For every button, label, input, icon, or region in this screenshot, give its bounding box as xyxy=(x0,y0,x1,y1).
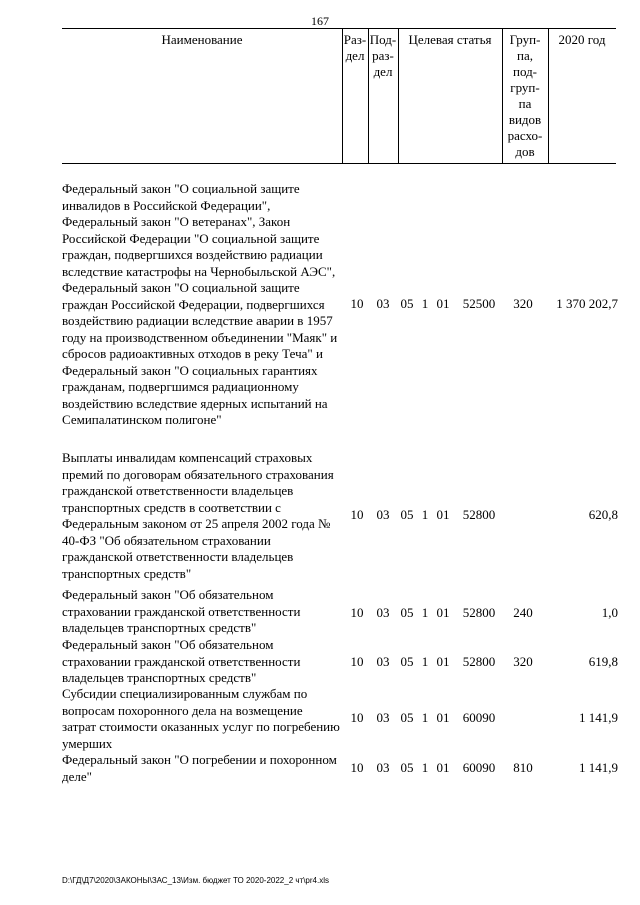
header-razdel xyxy=(342,29,368,163)
target-part-4: 60090 xyxy=(462,760,496,775)
row-name-line: умерших xyxy=(62,735,113,751)
group-code: 320 xyxy=(513,654,533,669)
row-name-line: владельцев транспортных средств" xyxy=(62,620,257,635)
header-group-line: дов xyxy=(515,144,535,159)
target-part-3: 01 xyxy=(436,710,450,725)
row-name-line: владельцев транспортных средств" xyxy=(62,670,257,685)
amount: 620,8 xyxy=(588,507,618,522)
amount: 1 141,9 xyxy=(579,710,618,725)
target-part-2: 1 xyxy=(421,605,429,620)
table-header xyxy=(62,28,616,164)
row-name xyxy=(62,450,344,582)
podrazdel-code: 03 xyxy=(376,296,390,311)
row-name-line: Семипалатинском полигоне" xyxy=(62,412,222,427)
row-name xyxy=(62,752,344,785)
row-name-line: Федеральным законом от 25 апреля 2002 года № xyxy=(62,516,331,531)
header-podrazdel-line: Под- xyxy=(369,32,397,47)
row-name-line: вследствие катастрофы на Чернобыльской АЭС", xyxy=(62,263,336,279)
target-part-4: 52500 xyxy=(462,296,496,311)
row-name-line: Федеральный закон "О погребении и похоронном xyxy=(62,752,337,767)
target-part-3: 01 xyxy=(436,760,450,775)
razdel-code: 10 xyxy=(350,507,364,522)
row-name-line: Федеральный закон "О социальных гарантиях xyxy=(62,362,318,378)
target-part-4: 52800 xyxy=(462,654,496,669)
target-part-1: 05 xyxy=(400,760,414,775)
row-name-line: Федеральный закон "Об обязательном xyxy=(62,637,274,652)
header-group-line: па xyxy=(518,96,532,111)
target-part-1: 05 xyxy=(400,654,414,669)
header-target: Целевая статья xyxy=(408,32,492,47)
group-code: 320 xyxy=(513,296,533,311)
row-name-line: сбросов радиоактивных отходов в реку Теча" и xyxy=(62,346,323,361)
header-group-line: под- xyxy=(512,64,538,79)
row-name-line: инвалидов в Российской Федерации", xyxy=(62,197,271,213)
header-razdel-line: дел xyxy=(345,48,365,63)
podrazdel-code: 03 xyxy=(376,760,390,775)
row-name-line: гражданам, подвергшимся радиационному xyxy=(62,379,299,394)
target-part-4: 52800 xyxy=(462,507,496,522)
row-name xyxy=(62,587,344,637)
razdel-code: 10 xyxy=(350,710,364,725)
row-name-line: гражданской ответственности владельцев xyxy=(62,549,294,564)
header-name: Наименование xyxy=(161,32,243,47)
target-part-3: 01 xyxy=(436,507,450,522)
group-code: 810 xyxy=(513,760,533,775)
row-name xyxy=(62,686,344,752)
row-name-line: Субсидии специализированным службам по xyxy=(62,686,308,701)
target-part-1: 05 xyxy=(400,710,414,725)
target-part-4: 60090 xyxy=(462,710,496,725)
row-name-line: гражданской ответственности владельцев xyxy=(62,483,294,498)
podrazdel-code: 03 xyxy=(376,710,390,725)
row-name-line: Федеральный закон "Об обязательном xyxy=(62,587,274,602)
razdel-code: 10 xyxy=(350,654,364,669)
group-code: 240 xyxy=(513,605,533,620)
row-name-line: затрат стоимости оказанных услуг по погребению xyxy=(62,719,340,734)
row-name-line: воздействию радиации вследствие аварии в 1957 xyxy=(62,313,333,328)
target-part-1: 05 xyxy=(400,296,414,311)
row-name xyxy=(62,637,344,687)
row-name-line: 40-ФЗ "Об обязательном страховании xyxy=(62,532,271,548)
header-group-line: груп- xyxy=(510,80,540,95)
row-name-line: граждан Российской Федерации, подвергшихся xyxy=(62,296,325,312)
row-name-line: Российской Федерации "О социальной защите xyxy=(62,230,320,246)
row-name-line: Федеральный закон "О ветеранах", Закон xyxy=(62,214,291,229)
header-year: 2020 год xyxy=(558,32,606,47)
target-part-1: 05 xyxy=(400,605,414,620)
target-part-2: 1 xyxy=(421,507,429,522)
podrazdel-code: 03 xyxy=(376,654,390,669)
amount: 619,8 xyxy=(588,654,618,669)
target-part-1: 05 xyxy=(400,507,414,522)
target-part-4: 52800 xyxy=(462,605,496,620)
podrazdel-code: 03 xyxy=(376,605,390,620)
row-name-line: транспортных средств в соответствии с xyxy=(62,499,281,515)
target-part-3: 01 xyxy=(436,296,450,311)
target-part-2: 1 xyxy=(421,760,429,775)
header-group-line: видов xyxy=(508,112,542,127)
row-name-line: страховании гражданской ответственности xyxy=(62,603,301,619)
amount: 1,0 xyxy=(601,605,618,620)
row-name xyxy=(62,181,344,429)
header-razdel-line: Раз- xyxy=(343,32,367,47)
row-name-line: премий по договорам обязательного страхования xyxy=(62,466,334,482)
row-name-line: вопросам похоронного дела на возмещение xyxy=(62,702,303,718)
amount: 1 370 202,7 xyxy=(556,296,618,311)
target-part-3: 01 xyxy=(436,654,450,669)
target-part-2: 1 xyxy=(421,654,429,669)
header-podrazdel-line: дел xyxy=(373,64,393,79)
amount: 1 141,9 xyxy=(579,760,618,775)
razdel-code: 10 xyxy=(350,296,364,311)
row-name-line: страховании гражданской ответственности xyxy=(62,653,301,669)
target-part-2: 1 xyxy=(421,710,429,725)
row-name-line: воздействию вследствие ядерных испытаний на xyxy=(62,395,328,411)
podrazdel-code: 03 xyxy=(376,507,390,522)
header-group-line: па, xyxy=(517,48,533,63)
row-name-line: деле" xyxy=(62,768,92,784)
row-name-line: Выплаты инвалидам компенсаций страховых xyxy=(62,450,313,465)
razdel-code: 10 xyxy=(350,760,364,775)
header-group-line: Груп- xyxy=(509,32,541,47)
target-part-3: 01 xyxy=(436,605,450,620)
row-name-line: Федеральный закон "О социальной защите xyxy=(62,181,300,196)
file-path-footer: D:\ГД\Д7\2020\ЗАКОНЫ\ЗАС_13\Изм. бюджет ТО 2020-2022_2 чт\pr4.xls xyxy=(62,876,329,885)
row-name-line: граждан, подвергшихся воздействию радиации xyxy=(62,247,323,262)
page-number: 167 xyxy=(311,14,329,28)
row-name-line: Федеральный закон "О социальной защите xyxy=(62,280,300,295)
header-group-line: расхо- xyxy=(507,128,543,143)
header-group xyxy=(502,29,548,163)
razdel-code: 10 xyxy=(350,605,364,620)
row-name-line: транспортных средств" xyxy=(62,565,192,581)
header-podrazdel xyxy=(368,29,398,163)
target-part-2: 1 xyxy=(421,296,429,311)
header-podrazdel-line: раз- xyxy=(372,48,394,63)
row-name-line: году на производственном объединении "Маяк" и xyxy=(62,329,338,345)
